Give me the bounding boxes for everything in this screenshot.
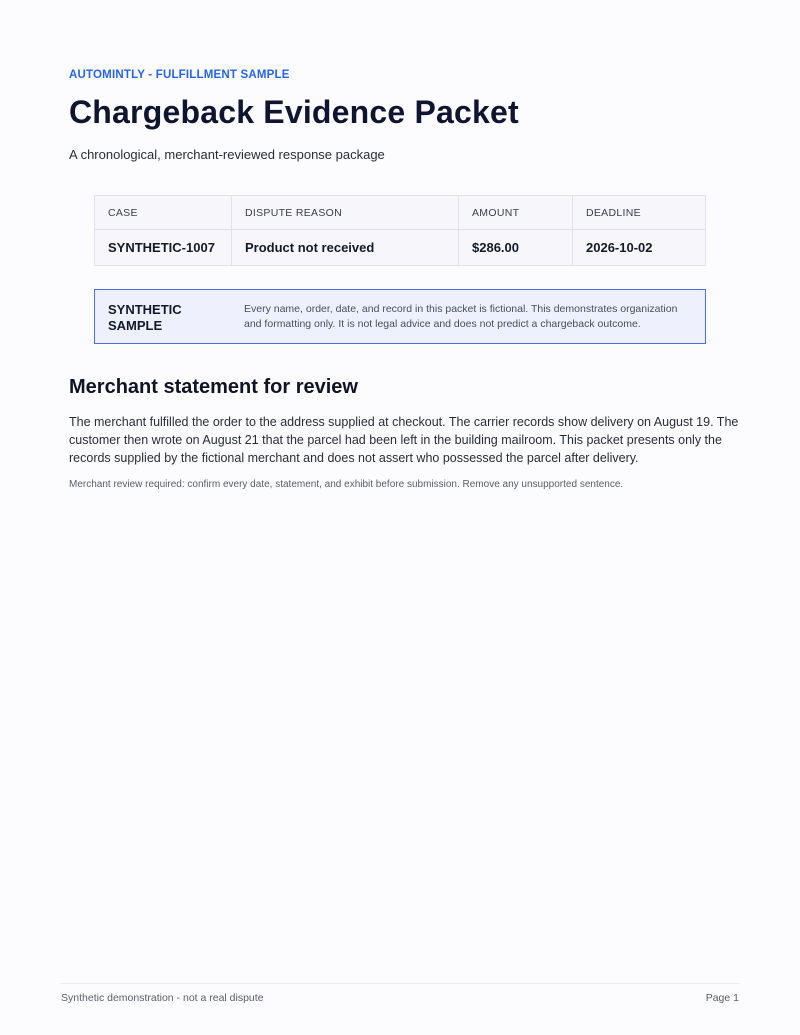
document-title: Chargeback Evidence Packet (69, 94, 519, 130)
section-heading: Merchant statement for review (69, 376, 358, 398)
review-note: Merchant review required: confirm every date, statement, and exhibit before submission. Remove any unsupported sentence. (69, 479, 624, 490)
footer-disclaimer: Synthetic demonstration - not a real dispute (61, 992, 264, 1004)
deadline-value: 2026-10-02 (573, 230, 706, 266)
amount-value: $286.00 (459, 230, 573, 266)
page-number: Page 1 (705, 992, 739, 1004)
case-id-value: SYNTHETIC-1007 (95, 230, 232, 266)
merchant-statement-body: The merchant fulfilled the order to the address supplied at checkout. The carrier records show delivery on August 19. The customer then wrote on August 21 that the parcel had been left in the building mailroom. This packet presents only the records supplied by the fictional merchant and does not assert who possessed the parcel after delivery. (69, 415, 739, 465)
notice-label: SYNTHETIC SAMPLE (108, 302, 182, 333)
header-dispute-reason: DISPUTE REASON (232, 196, 459, 230)
synthetic-notice-box (94, 289, 706, 344)
footer-divider (60, 983, 740, 984)
document-subtitle: A chronological, merchant-reviewed response package (69, 147, 385, 162)
dispute-reason-value: Product not received (232, 230, 459, 266)
document-kicker: AUTOMINTLY - FULFILLMENT SAMPLE (69, 69, 290, 81)
header-case: CASE (95, 196, 232, 230)
header-deadline: DEADLINE (573, 196, 706, 230)
header-amount: AMOUNT (459, 196, 573, 230)
summary-value-row (95, 230, 706, 266)
summary-header-row (95, 196, 706, 230)
notice-text: Every name, order, date, and record in this packet is fictional. This demonstrates organization and formatting only. It is not legal advice and does not predict a chargeback outcome. (244, 303, 678, 330)
case-summary-table (94, 195, 706, 266)
